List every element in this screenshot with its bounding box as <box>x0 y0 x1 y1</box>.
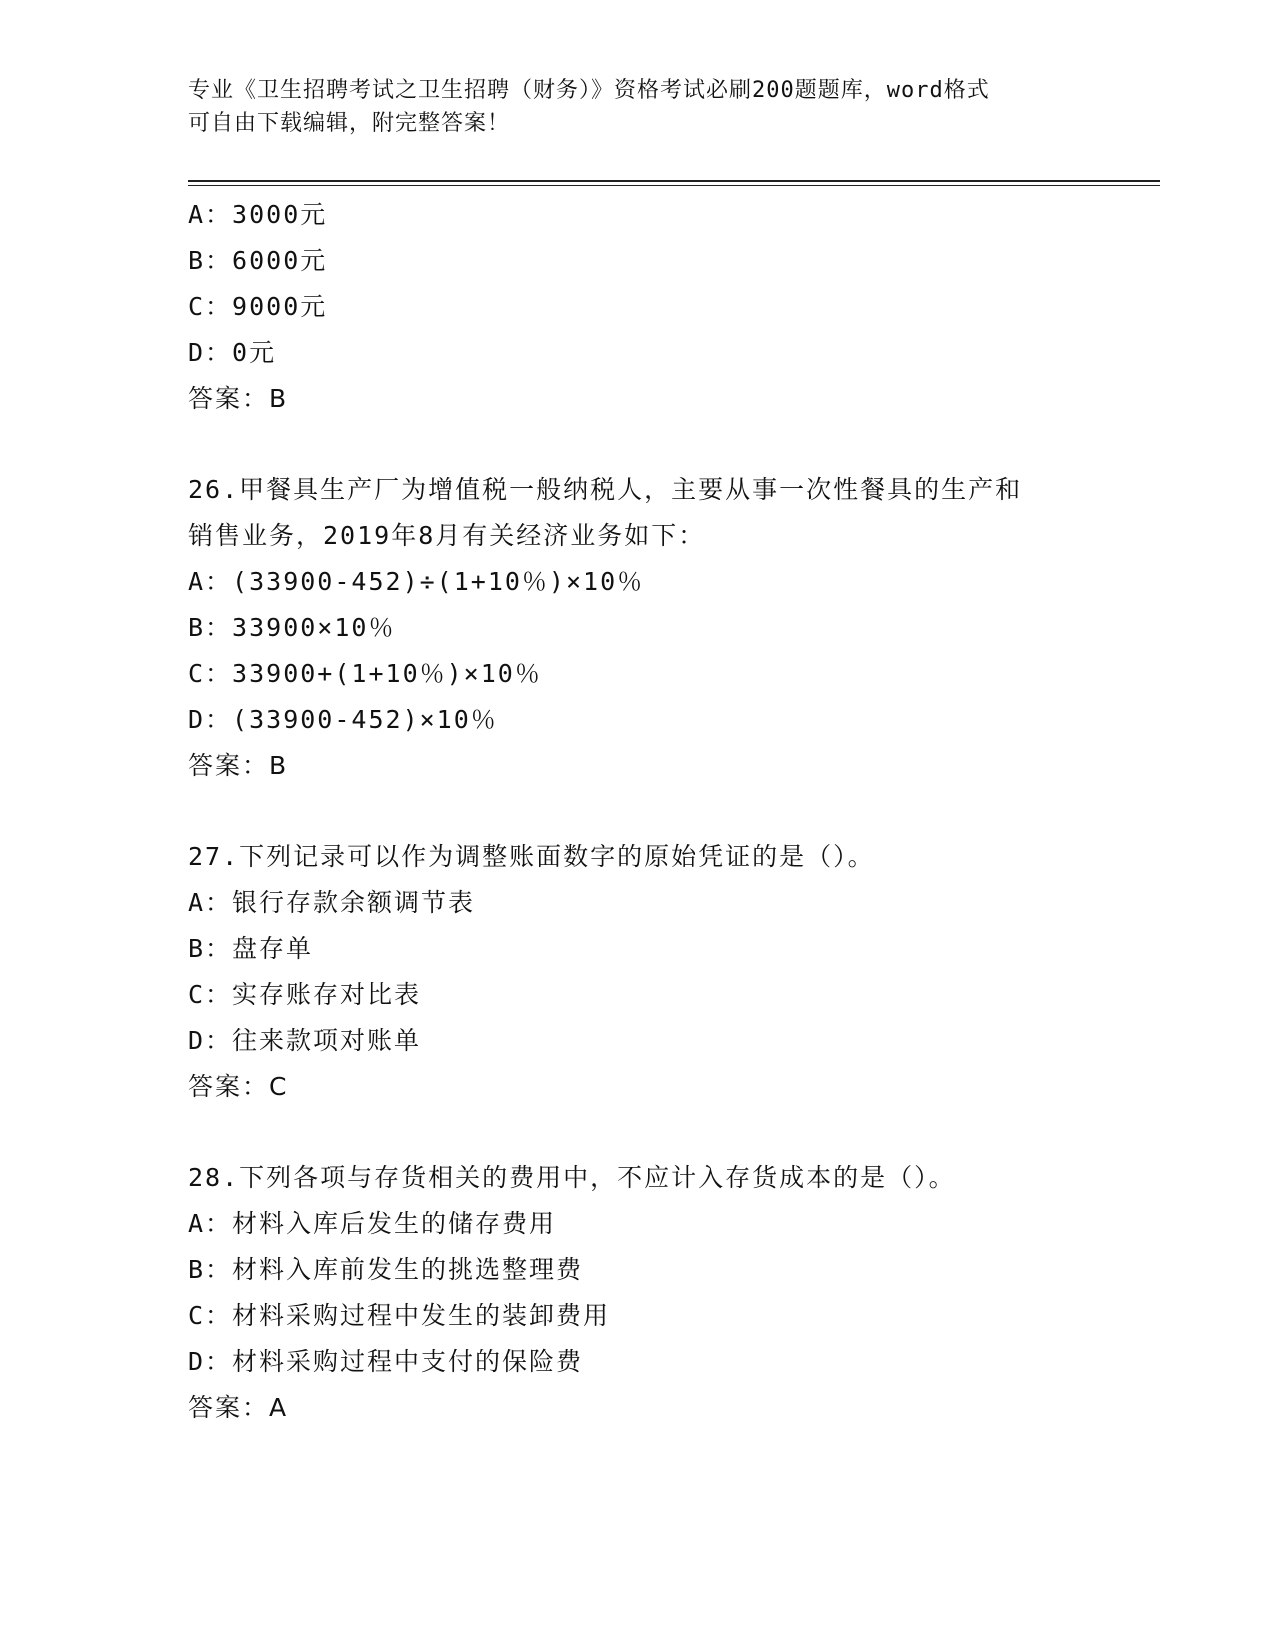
header-divider-thin <box>188 185 1160 186</box>
option-d: D：往来款项对账单 <box>188 1026 422 1055</box>
question-block-26 <box>188 467 1148 789</box>
answer-line: 答案：B <box>188 384 289 413</box>
option-a: A：材料入库后发生的储存费用 <box>188 1209 557 1238</box>
question-block-28 <box>188 1155 1148 1431</box>
header-title-line-2: 可自由下载编辑，附完整答案！ <box>188 111 511 136</box>
option-a: A：3000元 <box>188 200 328 229</box>
header-divider <box>188 180 1160 182</box>
option-a: A：(33900-452)÷(1+10％)×10％ <box>188 567 645 596</box>
answer-line: 答案：C <box>188 1072 289 1101</box>
question-block-25 <box>188 192 1148 422</box>
option-a: A：银行存款余额调节表 <box>188 888 476 917</box>
question-stem-cont: 销售业务，2019年8月有关经济业务如下： <box>188 521 706 550</box>
option-c: C：9000元 <box>188 292 328 321</box>
option-b: B：33900×10％ <box>188 613 396 642</box>
question-stem: 26.甲餐具生产厂为增值税一般纳税人，主要从事一次性餐具的生产和 <box>188 475 1023 504</box>
question-stem: 27.下列记录可以作为调整账面数字的原始凭证的是（）。 <box>188 842 875 871</box>
option-c: C：实存账存对比表 <box>188 980 422 1009</box>
answer-line: 答案：B <box>188 751 289 780</box>
option-d: D：(33900-452)×10％ <box>188 705 498 734</box>
option-b: B：材料入库前发生的挑选整理费 <box>188 1255 584 1284</box>
answer-line: 答案：A <box>188 1393 289 1422</box>
option-d: D：材料采购过程中支付的保险费 <box>188 1347 584 1376</box>
question-stem: 28.下列各项与存货相关的费用中，不应计入存货成本的是（）。 <box>188 1163 956 1192</box>
page-header <box>188 74 1088 140</box>
question-block-27 <box>188 834 1148 1110</box>
option-b: B：6000元 <box>188 246 328 275</box>
header-title-line-1: 专业《卫生招聘考试之卫生招聘（财务）》资格考试必刷200题题库，word格式 <box>188 78 990 103</box>
option-c: C：材料采购过程中发生的装卸费用 <box>188 1301 611 1330</box>
option-c: C：33900+(1+10％)×10％ <box>188 659 542 688</box>
option-d: D：0元 <box>188 338 277 367</box>
question-list <box>188 192 1148 1476</box>
option-b: B：盘存单 <box>188 934 314 963</box>
